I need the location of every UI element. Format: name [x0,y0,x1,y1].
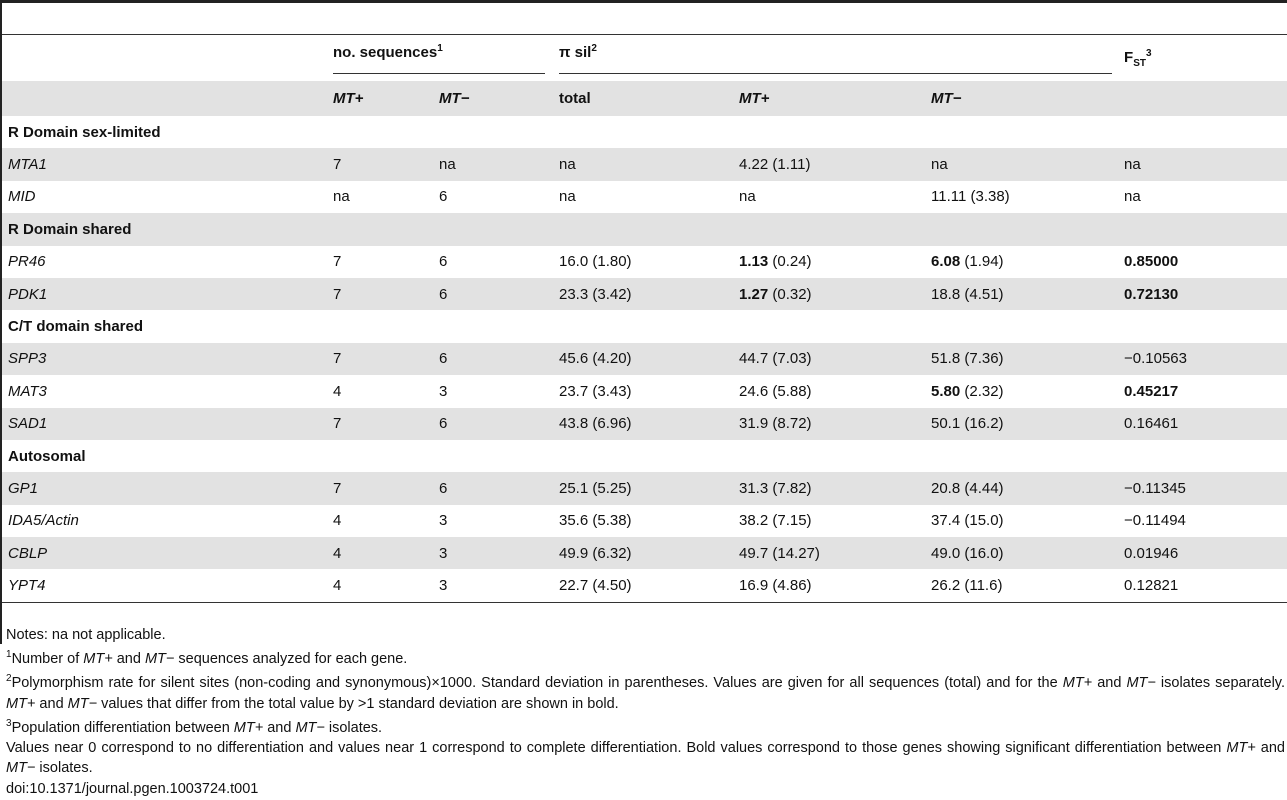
gene-name: CBLP [2,537,327,569]
pi-mt-plus [733,375,925,407]
header-fst: $F_{ST}^3$ [1118,35,1287,82]
pi-mt-plus [733,278,925,310]
header-row-1 [2,35,1287,82]
pi-mt-plus-value: 16.9 (4.86) [739,577,812,595]
table-row [2,569,1287,602]
fst-value: 0.72130 [1118,278,1287,310]
table-row [2,181,1287,213]
header-no-sequences: no. sequences$^1$ [327,35,553,82]
note-3: $^3$Population differentiation between MT+ and MT− isolates. [6,717,383,736]
group-label: R Domain sex-limited [8,123,161,141]
pi-mt-minus [925,569,1118,602]
pi-mt-minus [925,343,1118,375]
pi-mt-plus [733,472,925,504]
pi-mt-minus [925,537,1118,569]
table-footnotes [6,625,1285,799]
header-pi-mt-minus: MT− [925,81,1118,116]
pi-total: 22.7 (4.50) [553,569,733,602]
pi-mt-plus [733,181,925,213]
pi-mt-plus [733,343,925,375]
n-mt-plus: 7 [327,343,433,375]
pi-mt-plus [733,537,925,569]
pi-mt-minus [925,505,1118,537]
pi-total: 45.6 (4.20) [553,343,733,375]
pi-mt-minus-value: 50.1 (16.2) [931,415,1004,433]
n-mt-plus: 4 [333,382,342,400]
table-row [2,408,1287,440]
fst-value: 0.45217 [1124,382,1179,400]
pi-mt-plus-value: 31.3 (7.82) [739,479,812,497]
note-2: $^2$Polymorphism rate for silent sites (non-coding and synonymous)×1000. Standard deviation in parentheses. Values are given for all sequences (total) and for the MT+ and MT− isolates separately. MT+ and MT− values that differ from the total value by >1 standard deviation are shown in bold. [6,673,1286,712]
n-mt-minus: 3 [433,569,553,602]
n-mt-minus: 6 [439,253,448,271]
gene-name: SAD1 [2,408,327,440]
fst-value: na [1124,188,1141,206]
n-mt-minus: 6 [433,472,553,504]
gene-name: MTA1 [2,148,327,180]
pi-mt-minus-value: 26.2 (11.6) [931,577,1003,595]
table-row [2,472,1287,504]
pi-mt-plus [733,148,925,180]
n-mt-plus: na [333,188,350,206]
pi-mt-plus-bold-value: 1.13 [739,253,769,271]
header-row-2 [2,81,1287,116]
fst-value: 0.01946 [1118,537,1287,569]
pi-mt-plus [733,569,925,602]
gene-name: PR46 [8,253,46,271]
group-label: Autosomal [8,447,86,465]
pi-mt-plus-value: (0.24) [768,253,812,271]
pi-mt-plus-value: 31.9 (8.72) [739,415,812,433]
n-mt-minus: 3 [439,382,448,400]
pi-total: 43.8 (6.96) [553,408,733,440]
pi-mt-minus-value: na [931,156,948,174]
pi-mt-minus-value: 51.8 (7.36) [931,350,1004,368]
group-label: C/T domain shared [8,318,144,336]
pi-mt-plus-value: 38.2 (7.15) [739,512,812,530]
n-mt-plus: 7 [327,148,433,180]
pi-mt-minus-value: (1.94) [960,253,1004,271]
table-row [2,537,1287,569]
fst-value: 0.12821 [1118,569,1287,602]
pi-total: 23.7 (3.43) [559,382,632,400]
n-mt-minus: 6 [433,343,553,375]
pi-mt-plus-bold-value: 1.27 [739,285,769,303]
n-mt-plus: 4 [333,512,342,530]
n-mt-plus: 4 [327,537,433,569]
note-4: Values near 0 correspond to no differentiation and values near 1 correspond to complete differentiation. Bold values correspond to those genes showing significant differentiation between MT+ and MT− isolates. [6,739,1285,777]
note-na: Notes: na not applicable. [6,627,166,643]
header-pi-sil: π sil$^2$ [553,35,1118,82]
group-label: R Domain shared [2,213,1287,245]
pi-mt-minus-value: 49.0 (16.0) [931,544,1004,562]
table-row [2,278,1287,310]
pi-mt-minus [925,375,1118,407]
table-top-frame [0,0,1287,34]
n-mt-minus: na [433,148,553,180]
n-mt-plus: 7 [327,408,433,440]
note-1: $^1$Number of MT+ and MT− sequences analyzed for each gene. [6,649,408,668]
table-row [2,375,1287,407]
pi-mt-minus [925,246,1118,278]
gene-name: YPT4 [2,569,327,602]
pi-mt-plus-value: 44.7 (7.03) [739,350,812,368]
pi-mt-minus-value: 37.4 (15.0) [931,512,1004,530]
pi-mt-plus [733,246,925,278]
pi-mt-minus-value: (2.32) [960,382,1004,400]
pi-mt-plus-value: 24.6 (5.88) [739,382,812,400]
n-mt-minus: 3 [433,537,553,569]
fst-value: −0.11494 [1124,512,1186,530]
n-mt-minus: 3 [439,512,448,530]
header-total: total [553,81,733,116]
pi-mt-minus-value: 11.11 (3.38) [931,188,1010,206]
fst-value: 0.16461 [1118,408,1287,440]
pi-mt-plus [733,505,925,537]
pi-mt-plus-value: 4.22 (1.11) [739,156,811,174]
gene-name: MAT3 [8,382,47,400]
pi-mt-minus-bold-value: 6.08 [931,253,961,271]
n-mt-minus: 6 [433,408,553,440]
pi-total: 23.3 (3.42) [553,278,733,310]
n-mt-plus: 4 [327,569,433,602]
header-mt-plus: MT+ [327,81,433,116]
pi-total: na [553,148,733,180]
pi-mt-plus-value: na [739,188,756,206]
n-mt-plus: 7 [333,253,342,271]
header-pi-mt-plus: MT+ [733,81,925,116]
gene-name: IDA5/Actin [8,512,79,530]
group-row [2,116,1287,148]
pi-total: 49.9 (6.32) [553,537,733,569]
n-mt-minus: 6 [433,278,553,310]
table-row [2,505,1287,537]
gene-name: GP1 [2,472,327,504]
fst-value: 0.85000 [1124,253,1179,271]
pi-mt-minus [925,181,1118,213]
table-row [2,246,1287,278]
pi-mt-minus [925,472,1118,504]
pi-total: 16.0 (1.80) [559,253,632,271]
pi-mt-plus-value: (0.32) [768,285,812,303]
pi-mt-minus-value: 20.8 (4.44) [931,479,1004,497]
table-row [2,148,1287,180]
pi-total: 35.6 (5.38) [559,512,632,530]
group-row [2,213,1287,245]
gene-name: MID [8,188,36,206]
data-table [2,34,1287,603]
pi-mt-minus [925,278,1118,310]
pi-mt-minus-value: 18.8 (4.51) [931,285,1004,303]
pi-mt-plus [733,408,925,440]
fst-value: na [1118,148,1287,180]
group-row [2,440,1287,472]
gene-name: PDK1 [2,278,327,310]
n-mt-minus: 6 [439,188,448,206]
gene-name: SPP3 [2,343,327,375]
pi-total: 25.1 (5.25) [553,472,733,504]
pi-mt-minus-bold-value: 5.80 [931,382,961,400]
n-mt-plus: 7 [327,278,433,310]
header-empty [2,35,327,82]
doi: doi:10.1371/journal.pgen.1003724.t001 [6,780,259,797]
table-row [2,343,1287,375]
fst-value: −0.11345 [1118,472,1287,504]
pi-mt-minus [925,408,1118,440]
group-row [2,310,1287,342]
header-mt-minus: MT− [433,81,553,116]
pi-mt-minus [925,148,1118,180]
n-mt-plus: 7 [327,472,433,504]
fst-value: −0.10563 [1118,343,1287,375]
pi-mt-plus-value: 49.7 (14.27) [739,544,820,562]
pi-total: na [559,188,576,206]
